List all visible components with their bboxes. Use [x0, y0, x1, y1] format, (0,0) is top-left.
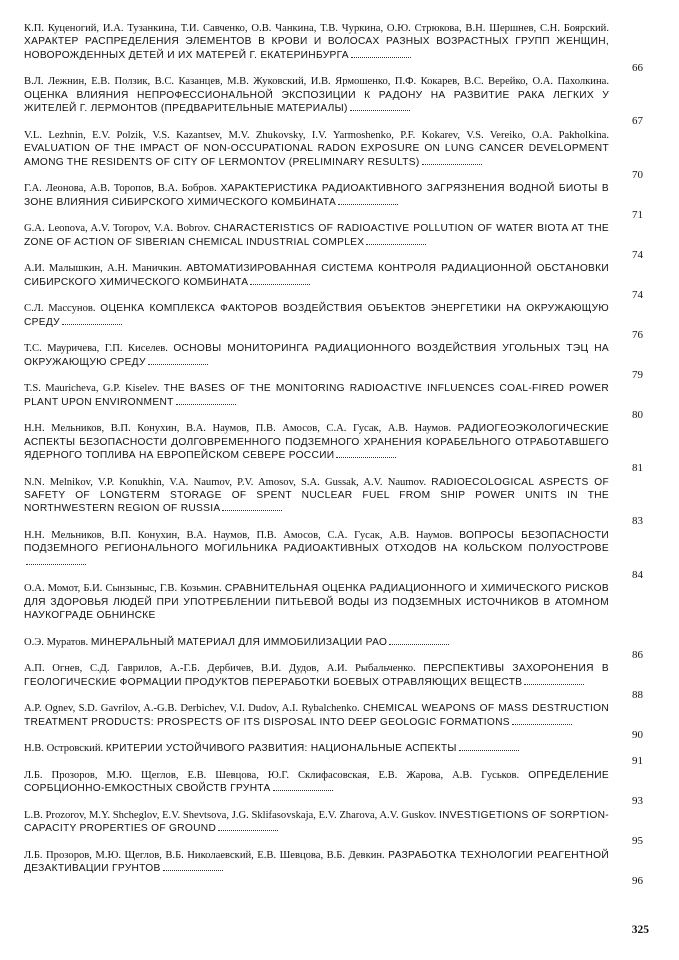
entry-title: РАДИОГЕОЭКОЛОГИЧЕСКИЕ АСПЕКТЫ БЕЗОПАСНОСТИ ДОЛГОВРЕМЕННОГО ПОДЗЕМНОГО ХРАНЕНИЯ КОРАБЕЛЬНОГО ОТРАБОТАВШЕГО ЯДЕРНОГО ТОПЛИВА НА ЕВРОПЕЙСКОМ СЕВЕРЕ РОССИИ [24, 423, 609, 462]
toc-entry [24, 302, 643, 341]
entry-page: 79 [632, 368, 643, 381]
entry-title: ОСНОВЫ МОНИТОРИНГА РАДИАЦИОННОГО ВОЗДЕЙСТВИЯ УГОЛЬНЫХ ТЭЦ НА ОКРУЖАЮЩУЮ СРЕДУ [24, 343, 609, 368]
entry-authors: С.Л. Массунов. [24, 303, 96, 315]
entry-authors: Л.Б. Прозоров, М.Ю. Щеглов, Е.В. Шевцова, Ю.Г. Склифасовская, Е.В. Жарова, А.В. Гуськов. [24, 770, 520, 782]
entry-authors: N.N. Melnikov, V.P. Konukhin, V.A. Naumov, P.V. Amosov, S.A. Gussak, A.V. Naumov. [24, 476, 427, 488]
toc-entry [24, 849, 643, 888]
entry-page: 74 [632, 288, 643, 301]
entry-page: 76 [632, 328, 643, 341]
toc-entry [24, 75, 643, 128]
dot-leader [218, 829, 278, 831]
dot-leader [350, 109, 410, 111]
toc-entry [24, 222, 643, 261]
dot-leader [222, 509, 282, 511]
entry-page: 95 [632, 835, 643, 848]
dot-leader [338, 203, 398, 205]
entry-page: 91 [632, 755, 643, 768]
toc-entry [24, 129, 643, 181]
dot-leader [273, 789, 333, 791]
entry-page: 83 [632, 515, 643, 528]
dot-leader [148, 363, 208, 365]
entry-title: ОЦЕНКА ВЛИЯНИЯ НЕПРОФЕССИОНАЛЬНОЙ ЭКСПОЗИЦИИ К РАДОНУ НА РАЗВИТИЕ РАКА ЛЕГКИХ У ЖИТЕЛЕЙ Г. ЛЕРМОНТОВ (ПРЕДВАРИТЕЛЬНЫЕ МАТЕРИАЛЫ) [24, 89, 609, 115]
entry-title: INVESTIGETIONS OF SORPTION-CAPACITY PROPERTIES OF GROUND [24, 810, 610, 835]
toc-entry [24, 702, 643, 741]
entry-authors: G.A. Leonova, A.V. Toropov, V.A. Bobrov. [24, 223, 211, 235]
toc-entry [24, 382, 643, 421]
entry-authors: Г.А. Леонова, А.В. Торопов, В.А. Бобров. [24, 183, 217, 195]
entry-title: CHARACTERISTICS OF RADIOACTIVE POLLUTION OF WATER BIOTA AT THE ZONE OF ACTION OF SIBERIAN CHEMICAL INDUSTRIAL COMPLEX [24, 223, 609, 248]
toc-entry [24, 22, 643, 74]
entry-page: 90 [632, 728, 643, 741]
page-number: 325 [631, 924, 649, 936]
dot-leader [512, 723, 572, 725]
toc-entry [24, 809, 643, 848]
entry-authors: Н.В. Островский. [24, 743, 104, 755]
entry-authors: А.П. Огнев, С.Д. Гаврилов, А.-Г.Б. Дербичев, В.И. Дудов, А.И. Рыбальченко. [24, 663, 416, 675]
dot-leader [163, 869, 223, 871]
entry-page: 74 [632, 248, 643, 261]
entry-authors: К.П. Куценогий, И.А. Тузанкина, Т.И. Савченко, О.В. Чанкина, Т.В. Чуркина, О.Ю. Стрюкова, В.Н. Шершнев, С.Н. Боярский. [24, 23, 609, 34]
toc-entries [24, 22, 643, 888]
toc-entry [24, 636, 643, 661]
dot-leader [176, 403, 236, 405]
toc-entry [24, 262, 643, 301]
dot-leader [336, 456, 396, 458]
toc-entry [24, 529, 643, 581]
entry-page: 96 [632, 875, 643, 888]
dot-leader [366, 243, 426, 245]
dot-leader [389, 643, 449, 645]
entry-authors: О.Э. Муратов. [24, 636, 89, 648]
entry-page: 80 [632, 408, 643, 421]
dot-leader [26, 563, 86, 565]
entry-title: АВТОМАТИЗИРОВАННАЯ СИСТЕМА КОНТРОЛЯ РАДИАЦИОННОЙ ОБСТАНОВКИ СИБИРСКОГО ХИМИЧЕСКОГО КОМБИНАТА [24, 263, 609, 288]
entry-title: ХАРАКТЕРИСТИКА РАДИОАКТИВНОГО ЗАГРЯЗНЕНИЯ ВОДНОЙ БИОТЫ В ЗОНЕ ВЛИЯНИЯ СИБИРСКОГО ХИМИЧЕСКОГО КОМБИНАТА [24, 183, 609, 208]
dot-leader [351, 56, 411, 58]
entry-title: ВОПРОСЫ БЕЗОПАСНОСТИ ПОДЗЕМНОГО РЕГИОНАЛЬНОГО МОГИЛЬНИКА РАДИОАКТИВНЫХ ОТХОДОВ НА КОЛЬСКОМ ПОЛУОСТРОВЕ [24, 530, 609, 555]
entry-page: 70 [632, 168, 643, 181]
entry-title: RADIOECOLOGICAL ASPECTS OF SAFETY OF LONGTERM STORAGE OF SPENT NUCLEAR FUEL FROM SHIP POWER UNITS IN THE NORTHWESTERN REGION OF RUSSIA [24, 476, 609, 515]
entry-title: КРИТЕРИИ УСТОЙЧИВОГО РАЗВИТИЯ: НАЦИОНАЛЬНЫЕ АСПЕКТЫ [105, 743, 457, 755]
entry-title: ОЦЕНКА КОМПЛЕКСА ФАКТОРОВ ВОЗДЕЙСТВИЯ ОБЪЕКТОВ ЭНЕРГЕТИКИ НА ОКРУЖАЮЩУЮ СРЕДУ [24, 303, 609, 328]
entry-authors: Л.Б. Прозоров, М.Ю. Щеглов, В.Б. Николаевский, Е.В. Шевцова, В.Б. Девкин. [24, 850, 385, 862]
entry-title: THE BASES OF THE MONITORING RADIOACTIVE INFLUENCES COAL-FIRED POWER PLANT UPON ENVIRONMENT [24, 383, 609, 408]
toc-entry [24, 422, 643, 475]
entry-title: МИНЕРАЛЬНЫЙ МАТЕРИАЛ ДЛЯ ИММОБИЛИЗАЦИИ РАО [90, 636, 388, 648]
entry-page: 93 [632, 795, 643, 808]
toc-entry [24, 182, 643, 221]
entry-authors: В.Л. Лежнин, Е.В. Ползик, В.С. Казанцев, М.В. Жуковский, И.В. Ярмошенко, П.Ф. Кокарев, В.С. Верейко, О.А. Пахолкина. [24, 76, 609, 88]
entry-title: CHEMICAL WEAPONS OF MASS DESTRUCTION TREATMENT PRODUCTS: PROSPECTS OF ITS DISPOSAL INTO DEEP GEOLOGIC FORMATIONS [24, 703, 609, 728]
entry-title: РАЗРАБОТКА ТЕХНОЛОГИИ РЕАГЕНТНОЙ ДЕЗАКТИВАЦИИ ГРУНТОВ [24, 850, 609, 875]
entry-page: 71 [632, 208, 643, 221]
entry-authors: Т.С. Мауричева, Г.П. Киселев. [24, 343, 168, 355]
entry-authors: Н.Н. Мельников, В.П. Конухин, В.А. Наумов, П.В. Амосов, С.А. Гусак, А.В. Наумов. [24, 423, 452, 435]
dot-leader [422, 163, 482, 165]
entry-title: ПЕРСПЕКТИВЫ ЗАХОРОНЕНИЯ В ГЕОЛОГИЧЕСКИЕ ФОРМАЦИИ ПРОДУКТОВ ПЕРЕРАБОТКИ БОЕВЫХ ОТРАВЛЯЮЩИХ ВЕЩЕСТВ [24, 663, 609, 688]
toc-entry [24, 476, 643, 528]
toc-entry [24, 582, 643, 622]
entry-page: 84 [632, 568, 643, 581]
entry-authors: V.L. Lezhnin, E.V. Polzik, V.S. Kazantsev, M.V. Zhukovsky, I.V. Yarmoshenko, P.F. Kokarev, V.S. Vereiko, O.A. Pakholkina. [24, 129, 609, 141]
entry-authors: L.B. Prozorov, M.Y. Shcheglov, E.V. Shevtsova, J.G. Sklifasovskaja, E.V. Zharova, A.V. Guskov. [24, 810, 437, 822]
toc-entry [24, 769, 643, 808]
entry-authors: T.S. Mauricheva, G.P. Kiselev. [24, 383, 160, 395]
entry-title: ХАРАКТЕР РАСПРЕДЕЛЕНИЯ ЭЛЕМЕНТОВ В КРОВИ И ВОЛОСАХ РАЗНЫХ ВОЗРАСТНЫХ ГРУПП ЖЕНЩИН, НОВОРОЖДЕННЫХ ДЕТЕЙ И ИХ МАТЕРЕЙ Г. ЕКАТЕРИНБУРГА [24, 36, 609, 61]
entry-page: 88 [632, 688, 643, 701]
entry-authors: А.И. Малышкин, А.Н. Маничкин. [24, 263, 182, 275]
entry-page: 81 [632, 462, 643, 475]
toc-entry [24, 342, 643, 381]
dot-leader [524, 683, 584, 685]
entry-authors: A.P. Ognev, S.D. Gavrilov, A.-G.B. Derbichev, V.I. Dudov, A.I. Rybalchenko. [24, 703, 360, 715]
entry-page: 66 [632, 61, 643, 74]
entry-authors: О.А. Момот, Б.И. Сынзыныс, Г.В. Козьмин. [24, 583, 222, 595]
entry-page: 67 [632, 115, 643, 128]
dot-leader [250, 283, 310, 285]
entry-title: ОПРЕДЕЛЕНИЕ СОРБЦИОННО-ЕМКОСТНЫХ СВОЙСТВ ГРУНТА [24, 770, 609, 795]
entry-title: СРАВНИТЕЛЬНАЯ ОЦЕНКА РАДИАЦИОННОГО И ХИМИЧЕСКОГО РИСКОВ ДЛЯ ЗДОРОВЬЯ ЛЮДЕЙ ПРИ УПОТРЕБЛЕНИИ ПИТЬЕВОЙ ВОДЫ ИЗ ПОДЗЕМНЫХ ИСТОЧНИКОВ В АТОМНОМ НАУКОГРАДЕ ОБНИНСКЕ [24, 583, 610, 622]
dot-leader [459, 749, 519, 751]
dot-leader [62, 323, 122, 325]
entry-page: 86 [632, 648, 643, 661]
toc-entry [24, 742, 643, 768]
entry-authors: Н.Н. Мельников, В.П. Конухин, В.А. Наумов, П.В. Амосов, С.А. Гусак, А.В. Наумов. [24, 530, 453, 542]
toc-entry [24, 662, 643, 701]
entry-title: EVALUATION OF THE IMPACT OF NON-OCCUPATIONAL RADON EXPOSURE ON LUNG CANCER DEVELOPMENT AMONG THE RESIDENTS OF CITY OF LERMONTOV (PRELIMINARY RESULTS) [24, 143, 609, 168]
